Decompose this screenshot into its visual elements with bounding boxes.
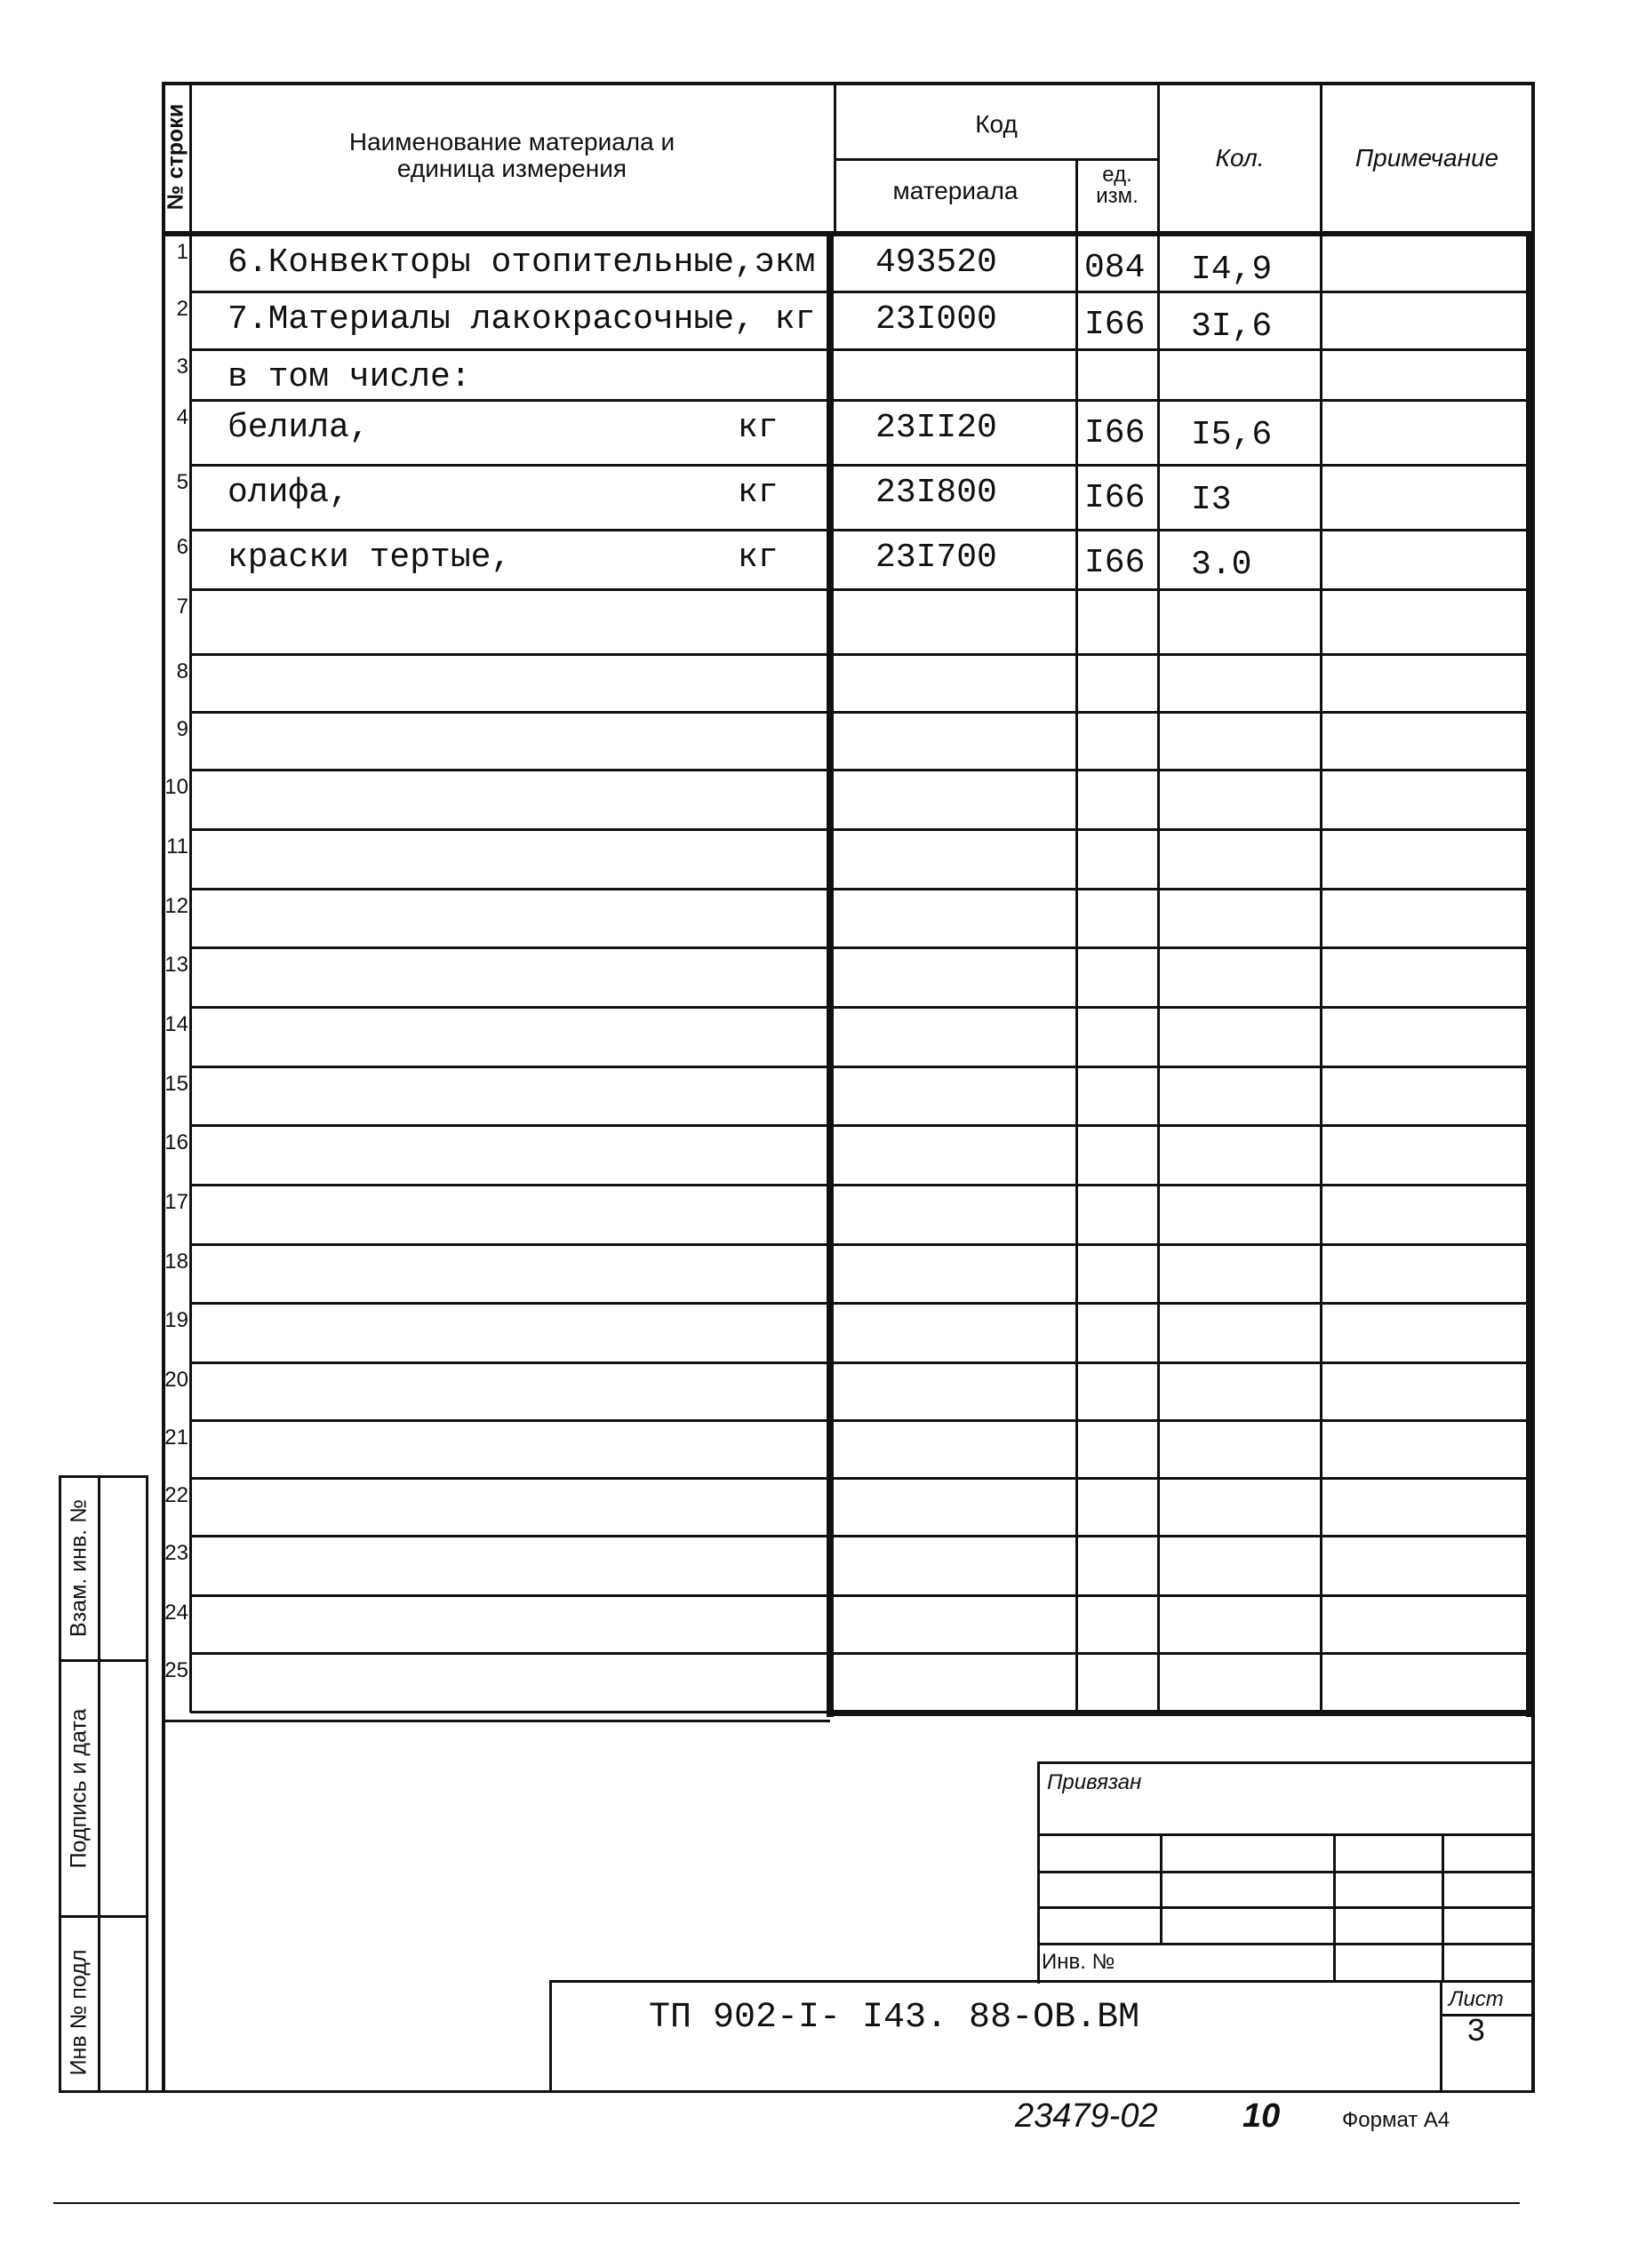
material-code: 23I700 bbox=[875, 539, 997, 577]
archive-code: 23479-02 bbox=[1015, 2097, 1158, 2135]
sheet-label: Лист bbox=[1449, 1987, 1504, 2011]
row-number: 7 bbox=[176, 595, 188, 619]
table-row bbox=[0, 1597, 1638, 1655]
row-number: 19 bbox=[164, 1308, 188, 1332]
material-name: белила, bbox=[228, 409, 370, 447]
row-number: 14 bbox=[164, 1012, 188, 1036]
row-number: 6 bbox=[176, 535, 188, 559]
material-unit-word: кг bbox=[738, 474, 779, 512]
unit-code: 084 bbox=[1084, 249, 1146, 287]
material-name: олифа, bbox=[228, 474, 349, 512]
row-number: 21 bbox=[164, 1425, 188, 1449]
row-number: 4 bbox=[176, 405, 188, 429]
row-number-header: № строки bbox=[163, 103, 188, 211]
signature-date-label: Подпись и дата bbox=[66, 1708, 92, 1869]
code-subheader-line bbox=[834, 158, 1159, 161]
table-row bbox=[0, 714, 1638, 771]
qty-header: Кол. bbox=[1215, 144, 1265, 172]
format-label: Формат А4 bbox=[1342, 2108, 1450, 2132]
privyazan-label: Привязан bbox=[1047, 1770, 1142, 1794]
frame-bottom bbox=[146, 2090, 1535, 2093]
row-number: 25 bbox=[164, 1658, 188, 1682]
row-number: 13 bbox=[164, 953, 188, 977]
row-number: 18 bbox=[164, 1250, 188, 1274]
quantity: I5,6 bbox=[1191, 416, 1273, 454]
table-row bbox=[0, 1480, 1638, 1537]
row-number: 23 bbox=[164, 1541, 188, 1565]
row-number: 16 bbox=[164, 1130, 188, 1154]
unit-code: I66 bbox=[1084, 306, 1146, 344]
row-number: 22 bbox=[164, 1483, 188, 1507]
row-number: 2 bbox=[176, 297, 188, 321]
row-number: 24 bbox=[164, 1601, 188, 1625]
inv-podl-label: Инв № подл bbox=[66, 1949, 92, 2076]
quantity: 3I,6 bbox=[1191, 307, 1273, 346]
unit-header: ед. изм. bbox=[1096, 163, 1139, 208]
table-row bbox=[0, 1186, 1638, 1246]
row-number: 10 bbox=[164, 775, 188, 799]
material-code: 493520 bbox=[875, 244, 997, 282]
material-unit-word: кг bbox=[738, 539, 779, 577]
row-number: 8 bbox=[176, 659, 188, 683]
row-number: 20 bbox=[164, 1368, 188, 1392]
material-unit-word: кг bbox=[738, 409, 779, 447]
sheet-number: 3 bbox=[1466, 2014, 1486, 2050]
unit-code: I66 bbox=[1084, 479, 1146, 517]
material-code-header: материала bbox=[892, 177, 1019, 204]
quantity: I4,9 bbox=[1191, 251, 1273, 289]
page-number: 10 bbox=[1242, 2097, 1281, 2135]
row-number: 5 bbox=[176, 470, 188, 494]
unit-code: I66 bbox=[1084, 544, 1146, 582]
table-row bbox=[0, 236, 1638, 293]
table-row bbox=[0, 1068, 1638, 1127]
table-row bbox=[0, 402, 1638, 467]
table-row bbox=[0, 591, 1638, 656]
row-number: 9 bbox=[176, 717, 188, 741]
material-name: 7.Материалы лакокрасочные, кг bbox=[228, 300, 816, 339]
row-number: 17 bbox=[164, 1190, 188, 1214]
quantity: I3 bbox=[1191, 481, 1232, 519]
table-row bbox=[0, 1422, 1638, 1480]
row-number: 12 bbox=[164, 894, 188, 918]
row-number: 3 bbox=[176, 355, 188, 379]
material-name: в том числе: bbox=[228, 358, 471, 396]
table-row bbox=[0, 351, 1638, 402]
table-row bbox=[0, 1127, 1638, 1186]
table-row bbox=[0, 293, 1638, 351]
row-number: 11 bbox=[166, 835, 188, 858]
table-row bbox=[0, 531, 1638, 591]
material-name: 6.Конвекторы отопительные,экм bbox=[228, 244, 816, 282]
quantity: 3.0 bbox=[1191, 546, 1252, 584]
row-number: 1 bbox=[176, 240, 188, 264]
table-row bbox=[0, 890, 1638, 949]
table-border-top bbox=[162, 82, 1535, 85]
inv-number-label: Инв. № bbox=[1042, 1950, 1115, 1974]
frame-left bbox=[146, 1475, 148, 2093]
page-bottom-rule bbox=[53, 2202, 1520, 2204]
table-row bbox=[0, 1305, 1638, 1364]
table-row bbox=[0, 949, 1638, 1009]
table-row bbox=[0, 467, 1638, 531]
material-name: краски тертые, bbox=[228, 539, 512, 577]
code-header: Код bbox=[975, 110, 1018, 138]
table-row bbox=[0, 1246, 1638, 1305]
vzam-inv-label: Взам. инв. № bbox=[66, 1499, 92, 1637]
table-row bbox=[0, 831, 1638, 890]
table-row bbox=[0, 1537, 1638, 1597]
table-row bbox=[0, 1009, 1638, 1068]
row-number: 15 bbox=[164, 1072, 188, 1096]
note-header: Примечание bbox=[1354, 144, 1499, 172]
material-code: 23I000 bbox=[875, 300, 997, 339]
table-row bbox=[0, 1364, 1638, 1422]
table-bottom-left bbox=[162, 1720, 830, 1722]
table-row bbox=[0, 656, 1638, 714]
table-row bbox=[0, 771, 1638, 831]
document-designation: ТП 902-I- I43. 88-ОВ.ВМ bbox=[649, 1998, 1140, 2038]
unit-code: I66 bbox=[1084, 414, 1146, 452]
material-code: 23I800 bbox=[875, 474, 997, 512]
side-stamp bbox=[59, 1475, 148, 2097]
material-code: 23II20 bbox=[875, 409, 997, 447]
table-row bbox=[0, 1655, 1638, 1713]
name-header: Наименование материала и единица измерения bbox=[348, 128, 675, 182]
